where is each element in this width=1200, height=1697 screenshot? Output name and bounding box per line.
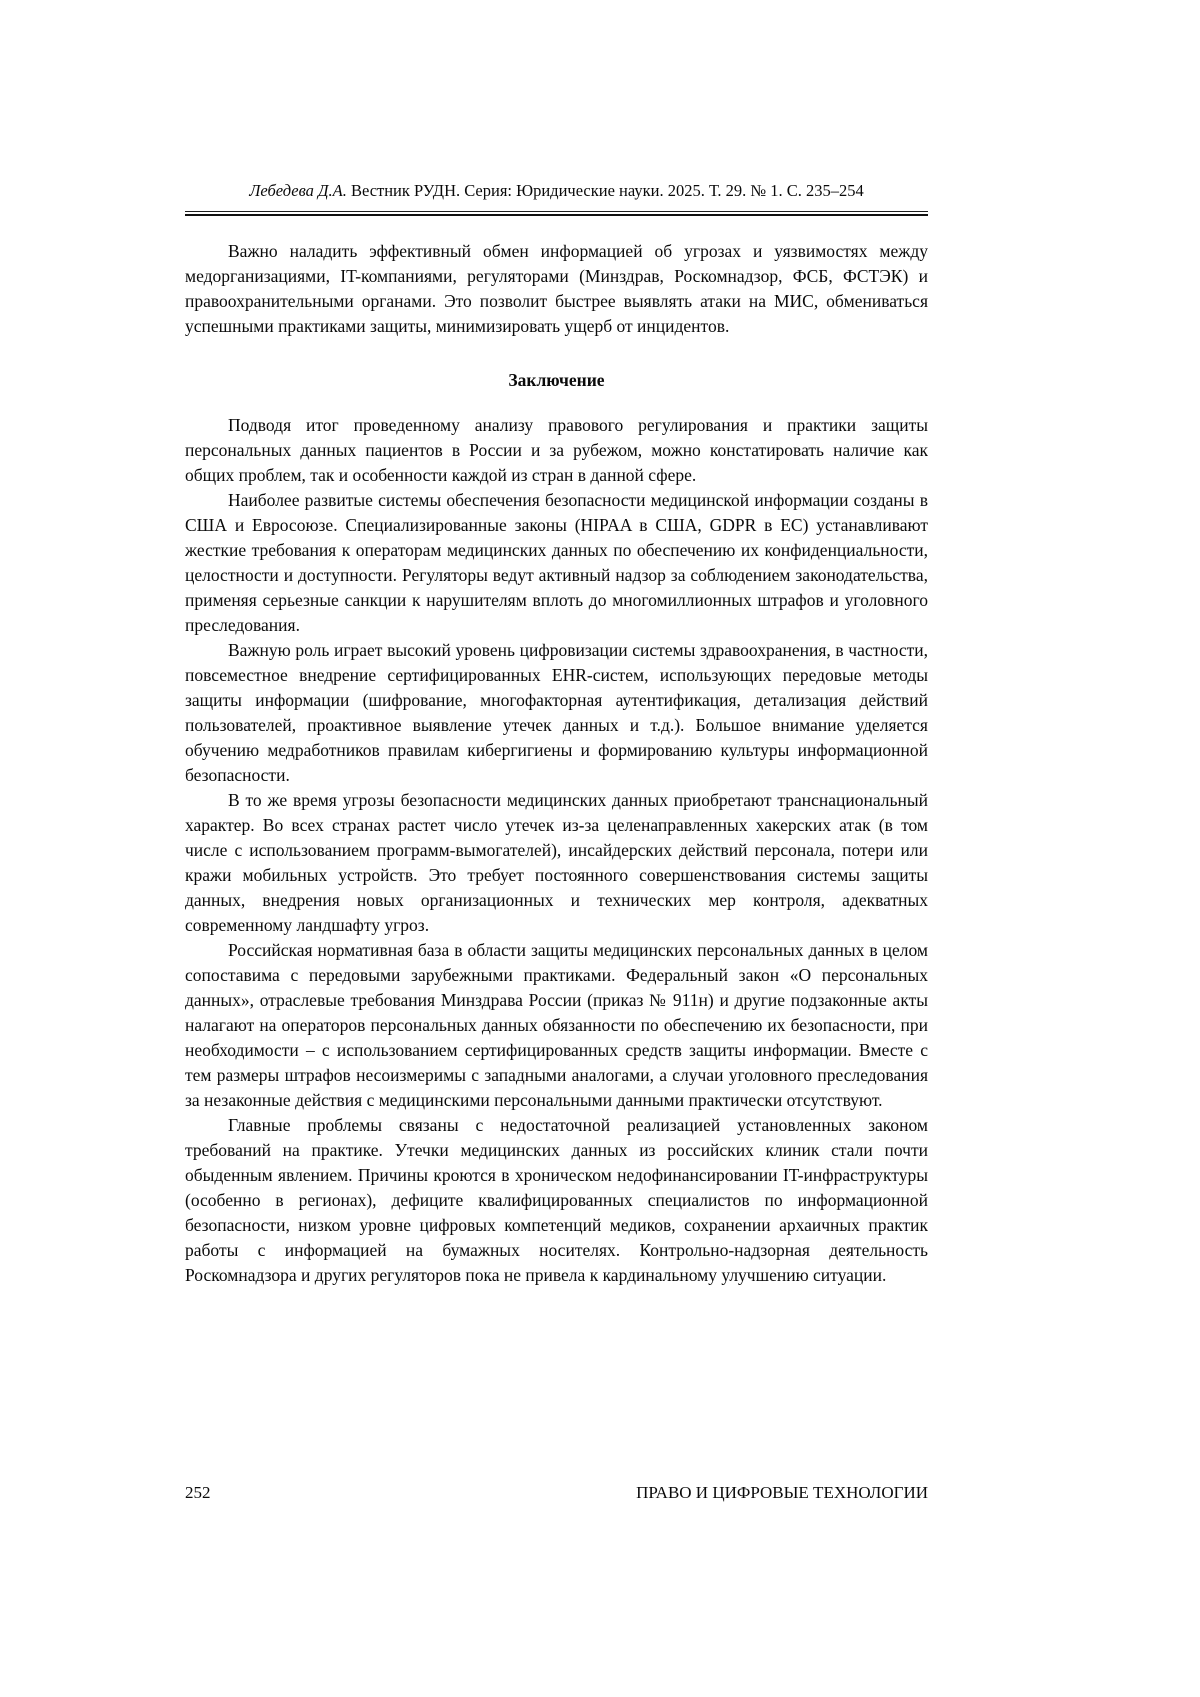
running-head [185, 180, 928, 201]
conclusion-paragraph: Главные проблемы связаны с недостаточной реализацией установленных законом требований на практике. Утечки медицинских данных из российских клиник стали почти обыденным явлением. Причины кроются в хроническом недофинансировании IT-инфраструктуры (особенно в регионах), дефиците квалифицированных специалистов по информационной безопасности, низком уровне цифровых компетенций медиков, сохранении архаичных практик работы с информацией на бумажных носителях. Контрольно-надзорная деятельность Роскомнадзора и других регуляторов пока не привела к кардинальному улучшению ситуации. [185, 1115, 928, 1285]
conclusion-paragraph: Наиболее развитые системы обеспечения безопасности медицинской информации созданы в США и Евросоюзе. Специализированные законы (HIPAA в США, GDPR в ЕС) устанавливают жесткие требования к операторам медицинских данных по обеспечению их конфиденциальности, целостности и доступности. Регуляторы ведут активный надзор за соблюдением законодательства, применяя серьезные санкции к нарушителям вплоть до многомиллионных штрафов и уголовного преследования. [185, 490, 928, 635]
conclusion-paragraph: Важную роль играет высокий уровень цифровизации системы здравоохранения, в частности, повсеместное внедрение сертифицированных EHR-систем, использующих передовые методы защиты информации (шифрование, многофакторная аутентификация, детализация действий пользователей, проактивное выявление утечек данных и т.д.). Большое внимание уделяется обучению медработников правилам кибергигиены и формированию культуры информационной безопасности. [185, 640, 928, 785]
running-head-citation: Вестник РУДН. Серия: Юридические науки. 2025. Т. 29. № 1. С. 235–254 [346, 181, 864, 200]
conclusion-heading: Заключение [508, 370, 605, 390]
conclusion-paragraph: В то же время угрозы безопасности медицинских данных приобретают транснациональный характер. Во всех странах растет число утечек из-за целенаправленных хакерских атак (в том числе с использованием программ-вымогателей), инсайдерских действий персонала, потери или кражи мобильных устройств. Это требует постоянного совершенствования системы защиты данных, внедрения новых организационных и технических мер контроля, адекватных современному ландшафту угроз. [185, 790, 928, 935]
running-head-author: Лебедева Д.А. [249, 181, 347, 200]
footer-running-title: ПРАВО И ЦИФРОВЫЕ ТЕХНОЛОГИИ [636, 1483, 928, 1502]
intro-paragraph: Важно наладить эффективный обмен информацией об угрозах и уязвимостях между медорганизациями, IT-компаниями, регуляторами (Минздрав, Роскомнадзор, ФСБ, ФСТЭК) и правоохранительными органами. Это позволит быстрее выявлять атаки на МИС, обмениваться успешными практиками защиты, минимизировать ущерб от инцидентов. [185, 241, 928, 336]
header-rule [185, 211, 928, 216]
conclusion-paragraph: Подводя итог проведенному анализу правового регулирования и практики защиты персональных данных пациентов в России и за рубежом, можно констатировать наличие как общих проблем, так и особенности каждой из стран в данной сфере. [185, 415, 928, 485]
text-column [185, 180, 928, 1288]
page-footer [185, 1482, 928, 1504]
conclusion-paragraph: Российская нормативная база в области защиты медицинских персональных данных в целом сопоставима с передовыми зарубежными практиками. Федеральный закон «О персональных данных», отраслевые требования Минздрава России (приказ № 911н) и другие подзаконные акты налагают на операторов персональных данных обязанности по обеспечению их безопасности, при необходимости – с использованием сертифицированных средств защиты информации. Вместе с тем размеры штрафов несоизмеримы с западными аналогами, а случаи уголовного преследования за незаконные действия с медицинскими персональными данными практически отсутствуют. [185, 940, 928, 1110]
page-number: 252 [185, 1483, 211, 1502]
